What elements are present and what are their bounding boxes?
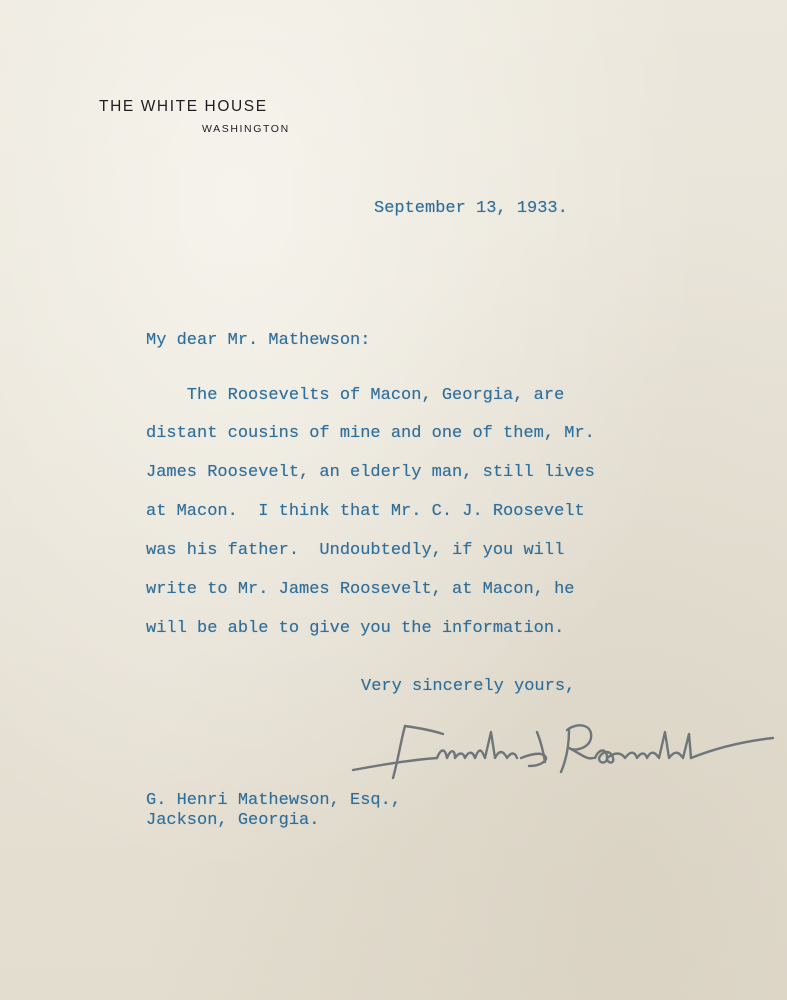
letterhead-subtitle: WASHINGTON [202,123,290,135]
letterhead-title: THE WHITE HOUSE [99,98,268,115]
recipient-name: G. Henri Mathewson, Esq., [146,791,402,810]
body-line-5: was his father. Undoubtedly, if you will [146,541,565,560]
body-line-4: at Macon. I think that Mr. C. J. Roosevelt [146,502,585,521]
body-line-2: distant cousins of mine and one of them, Mr. [146,424,595,443]
letter-date: September 13, 1933. [374,199,568,218]
body-line-7: will be able to give you the information. [146,619,565,638]
body-line-6: write to Mr. James Roosevelt, at Macon, he [146,580,575,599]
body-line-3: James Roosevelt, an elderly man, still lives [146,463,595,482]
recipient-location: Jackson, Georgia. [146,811,320,830]
closing: Very sincerely yours, [361,677,576,696]
body-line-1: The Roosevelts of Macon, Georgia, are [146,386,565,405]
letterhead [99,98,290,135]
salutation: My dear Mr. Mathewson: [146,331,371,350]
signature-image [345,718,777,790]
